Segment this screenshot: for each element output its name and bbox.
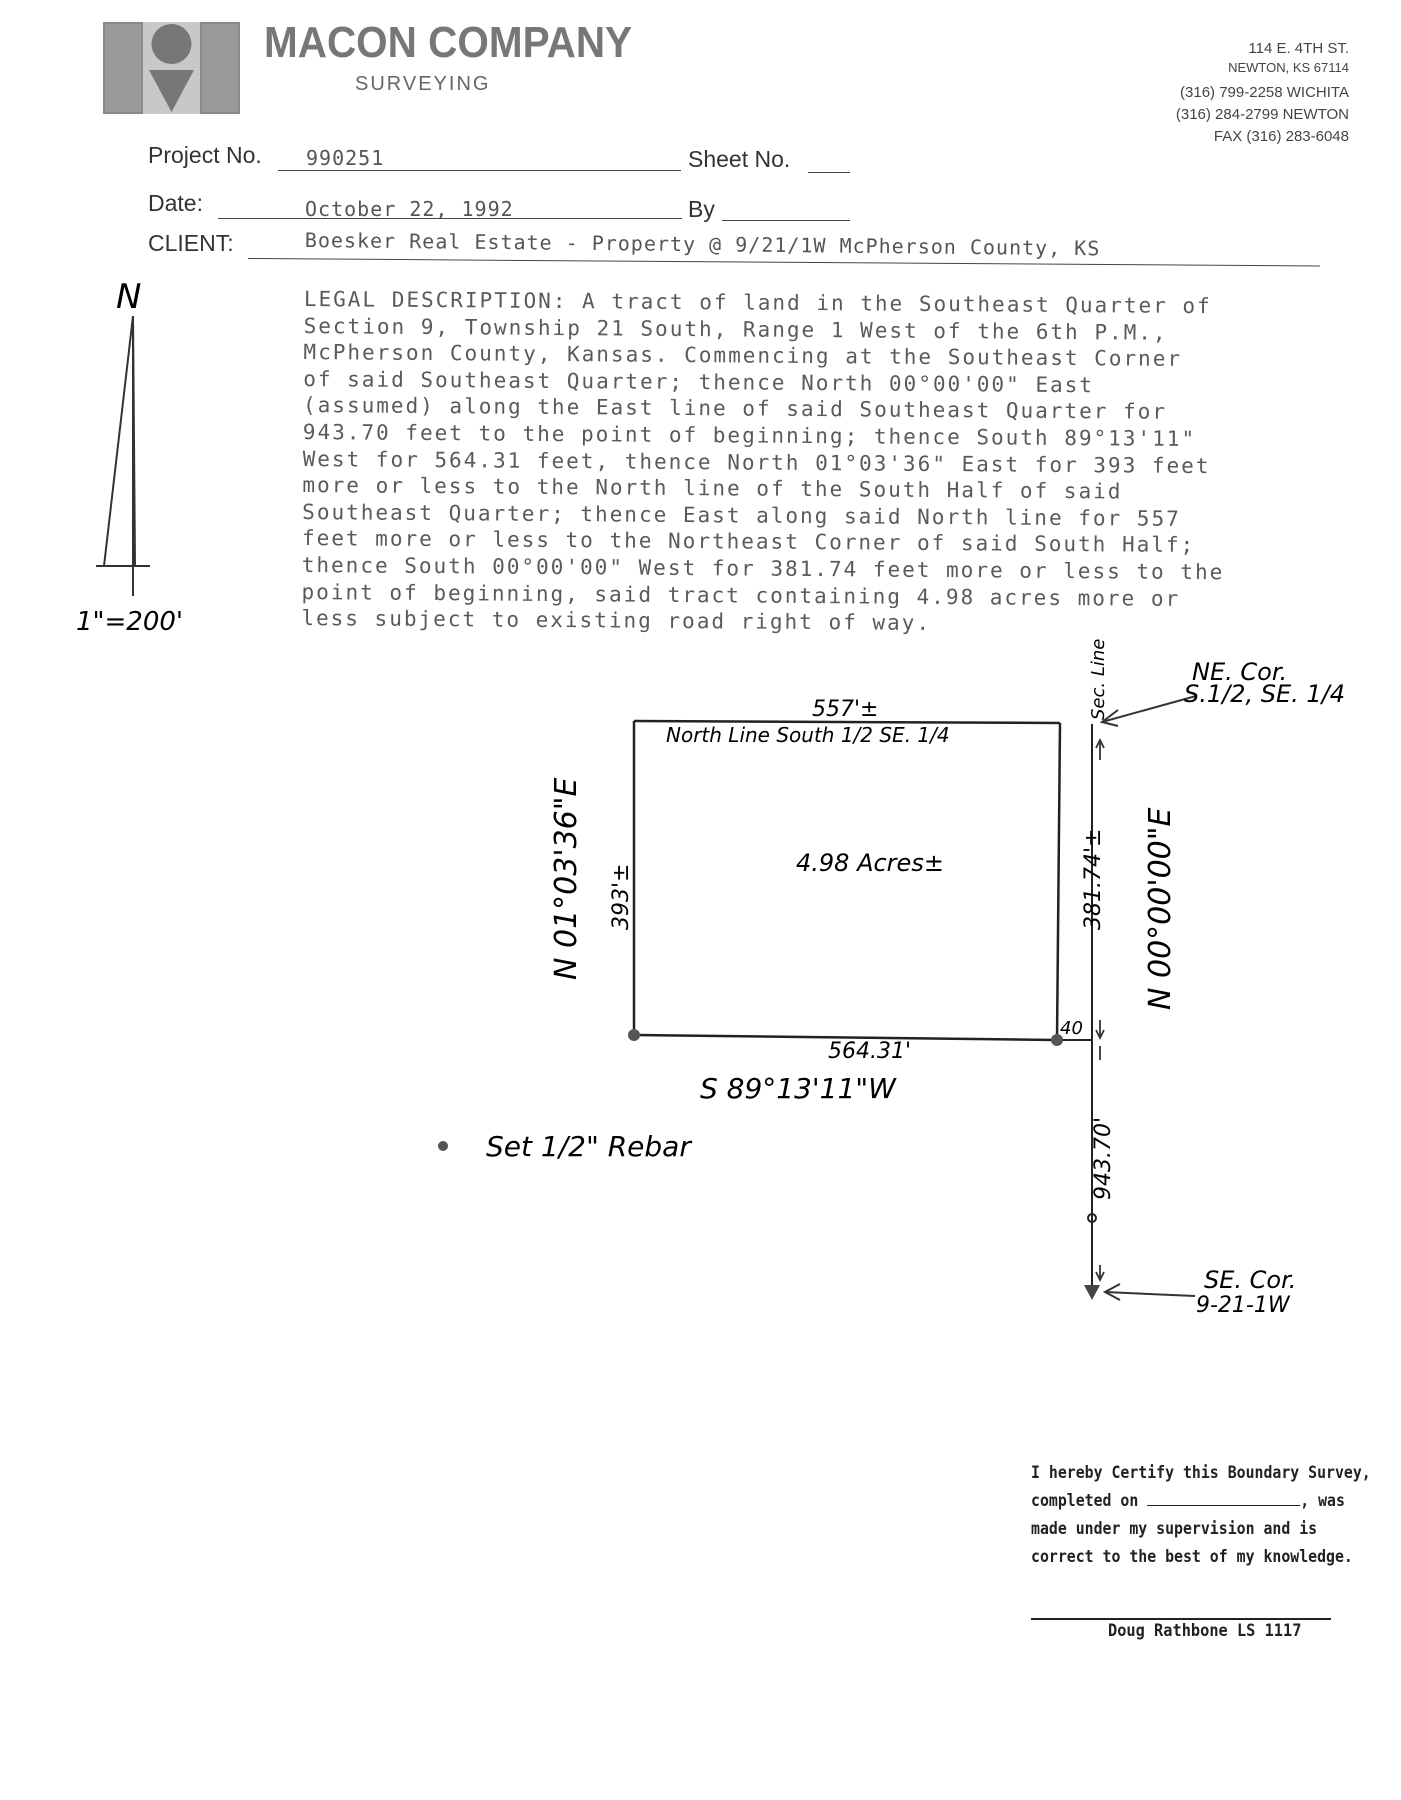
legal-line: feet more or less to the Northeast Corner of said South Half; [301,526,1196,558]
legal-line: more or less to the North line of the South Half of said [302,473,1123,504]
legal-line: point of beginning, said tract containing 4.98 acres more or [301,579,1181,611]
north-arrow-label: N [116,277,142,317]
client-label: CLIENT: [148,230,234,256]
project-label: Project No. [148,142,262,168]
se-corner-label-line1: SE. Cor. [1204,1266,1297,1294]
company-address-street: 114 E. 4TH ST. [1248,40,1349,57]
east-bearing-label: N 00°00'00"E [1143,807,1178,1010]
section-line [1057,724,1092,1295]
scale-label: 1"=200' [76,607,184,637]
surveyor-signature-name: Doug Rathbone LS 1117 [1108,1621,1302,1641]
ne-corner-label-line2: S.1/2, SE. 1/4 [1184,680,1346,708]
certification-completed-label: completed on [1031,1491,1139,1510]
legal-line: Southeast Quarter; thence East along said North line for 557 [302,499,1181,531]
rebar-marker [628,1029,640,1041]
legal-line: less subject to existing road right of way. [301,606,932,636]
legend-rebar-label: Set 1/2" Rebar [486,1130,691,1163]
sec-line-label: Sec. Line [1088,638,1109,720]
offset-label: 40 [1060,1018,1083,1039]
legal-line: LEGAL DESCRIPTION: A tract of land in the Southeast Quarter of [303,286,1212,319]
legal-line: 943.70 feet to the point of beginning; thence South 89°13'11" [302,419,1197,451]
company-phone-newton: (316) 284-2799 NEWTON [1175,106,1349,123]
certification-was-label: , was [1300,1491,1345,1510]
certification-line: made under my supervision and is [1031,1519,1318,1538]
by-label: By [688,196,715,222]
se-corner-leader [1105,1284,1195,1300]
west-bearing-label: N 01°03'36"E [549,777,584,980]
se-corner-label-line2: 9-21-1W [1196,1293,1290,1318]
certification-block [1031,1459,1371,1571]
company-subtitle: SURVEYING [355,73,491,95]
signature-line [1031,1618,1331,1620]
area-label: 4.98 Acres± [796,849,944,877]
legal-line: thence South 00°00'00" West for 381.74 feet more or less to the [301,552,1225,585]
bottom-bearing-label: S 89°13'11"W [700,1072,896,1105]
se-corner-marker [1084,1285,1100,1300]
legend-rebar-icon [438,1141,448,1151]
legal-line: of said Southeast Quarter; thence North 00°00'00" East [303,366,1095,397]
client-value: Boesker Real Estate - Property @ 9/21/1W McPherson County, KS [304,228,1101,261]
certification-line: I hereby Certify this Boundary Survey, [1031,1463,1371,1482]
top-distance-label: 557'± [812,697,879,722]
company-fax: FAX (316) 283-6048 [1213,128,1349,145]
south-distance-label: 943.70' [1091,1116,1116,1200]
north-arrow-icon [96,316,150,596]
ne-corner-label-line1: NE. Cor. [1192,658,1288,686]
bottom-distance-label: 564.31' [828,1039,912,1064]
certification-line [1031,1487,1371,1515]
ne-corner-leader [1102,696,1196,726]
legal-line: West for 564.31 feet, thence North 01°03'36" East for 393 feet [302,446,1211,478]
date-label: Date: [148,190,203,216]
company-phone-wichita: (316) 799-2258 WICHITA [1180,84,1349,101]
certification-line: correct to the best of my knowledge. [1031,1547,1353,1566]
completion-date-blank [1147,1491,1300,1506]
sheet-label: Sheet No. [688,146,791,172]
date-value: October 22, 1992 [305,197,514,221]
company-name: MACON COMPANY [264,18,633,67]
legal-line: Section 9, Township 21 South, Range 1 West of the 6th P.M., [303,313,1168,345]
north-line-label: North Line South 1/2 SE. 1/4 [666,723,950,747]
company-address-city: NEWTON, KS 67114 [1228,60,1349,75]
tract-boundary [634,721,1060,1040]
east-distance-label: 381.74'± [1081,828,1106,930]
west-distance-label: 393'± [609,863,634,930]
legal-line: McPherson County, Kansas. Commencing at the Southeast Corner [303,340,1183,372]
project-value: 990251 [306,146,385,170]
legal-line: (assumed) along the East line of said Southeast Quarter for [302,393,1168,425]
